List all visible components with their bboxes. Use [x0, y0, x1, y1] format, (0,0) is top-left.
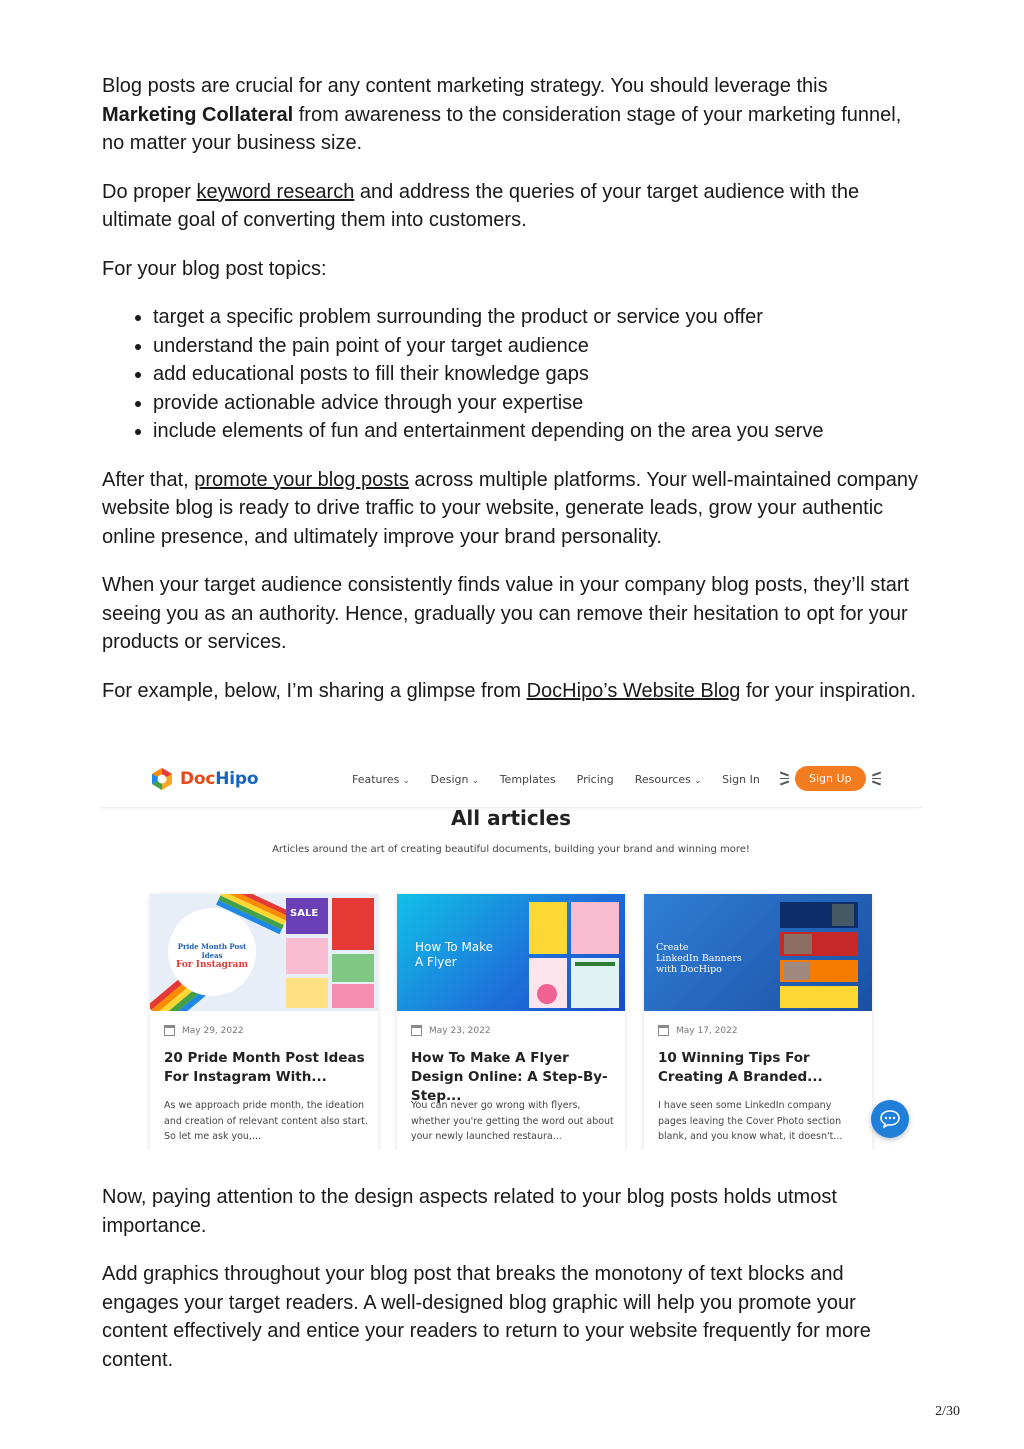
nav-pricing[interactable]: Pricing	[576, 773, 614, 786]
card-image	[644, 894, 872, 1011]
paragraph-graphics: Add graphics throughout your blog post that breaks the monotony of text blocks and engages your target readers. A well-designed blog graphic will help you promote your content effectively and entice your readers to return to your website frequently for more content.	[102, 1263, 871, 1371]
paragraph-text: from awareness to the consideration stage of your marketing funnel, no matter your business size.	[102, 103, 902, 154]
article-card-linkedin[interactable]	[644, 894, 872, 1150]
chat-button[interactable]	[871, 1100, 909, 1138]
paragraph-topics: For your blog post topics:	[102, 257, 327, 280]
paragraph-text: for your inspiration.	[740, 679, 917, 702]
card-date	[411, 1025, 491, 1036]
linkedin-image-line-1: Create	[656, 942, 689, 953]
paragraph-text: Do proper	[102, 180, 197, 203]
paragraph-promote	[102, 466, 922, 552]
dochipo-logo[interactable]	[150, 767, 258, 791]
nav-sign-in[interactable]: Sign In	[722, 773, 760, 786]
topics-list	[102, 303, 922, 446]
card-image	[397, 894, 625, 1011]
dochipo-logo-icon	[150, 767, 174, 791]
pride-image-line-1: Pride Month Post Ideas	[177, 942, 247, 960]
card-image	[150, 894, 378, 1011]
nav-features[interactable]	[352, 773, 410, 786]
calendar-icon	[658, 1025, 669, 1036]
linkedin-image-line-2: LinkedIn Banners	[656, 953, 742, 964]
nav-templates[interactable]: Templates	[499, 773, 556, 786]
flyer-image-line-1: How To Make	[415, 940, 494, 954]
card-excerpt: You can never go wrong with flyers, whether you're getting the word out about your newly launched restaura...	[411, 1100, 614, 1142]
paragraph-design: Now, paying attention to the design aspects related to your blog posts holds utmost importance.	[102, 1186, 837, 1237]
nav-menu	[352, 773, 781, 786]
card-date	[164, 1025, 244, 1036]
nav-label: Features	[352, 773, 400, 786]
nav-label: Resources	[634, 773, 691, 786]
sparkle-right-icon	[872, 770, 881, 787]
bold-phrase: Marketing Collateral	[102, 103, 294, 126]
logo-text-hipo: Hipo	[215, 769, 259, 789]
dochipo-blog-screenshot	[100, 752, 922, 1150]
list-item: • add educational posts to fill their knowledge gaps	[153, 360, 922, 389]
articles-title: All articles	[450, 806, 572, 830]
article-card-flyer[interactable]	[397, 894, 625, 1150]
flyer-image-text	[415, 940, 493, 970]
linkedin-image-line-3: with DocHipo	[656, 964, 722, 975]
paragraph-intro	[102, 72, 922, 158]
chevron-down-icon: ⌄	[694, 776, 702, 785]
sparkle-left-icon	[780, 770, 789, 787]
page-number: 2/30	[935, 1404, 960, 1419]
paragraph-text: After that,	[102, 468, 195, 491]
pride-image-line-2: For Instagram	[176, 960, 248, 970]
keyword-research-link[interactable]: keyword research	[196, 180, 355, 203]
article-card-pride[interactable]	[150, 894, 378, 1150]
document-body	[102, 72, 922, 1394]
paragraph-authority: When your target audience consistently finds value in your company blog posts, they’ll start seeing you as an authority. Hence, gradually you can remove their hesitation to opt for your products or services.	[102, 574, 910, 653]
sign-up-button[interactable]: Sign Up	[795, 766, 866, 791]
chevron-down-icon: ⌄	[472, 776, 479, 785]
card-title[interactable]: 20 Pride Month Post Ideas For Instagram With...	[164, 1050, 365, 1085]
articles-subtitle: Articles around the art of creating beautiful documents, building your brand and winning more!	[272, 844, 750, 855]
site-navbar	[100, 752, 922, 808]
paragraph-text: across multiple platforms. Your well-maintained company website blog is ready to drive traffic to your website, generate leads, grow your authentic online presence, and ultimately improve your brand personality.	[102, 468, 918, 548]
card-date-text: May 17, 2022	[676, 1025, 738, 1036]
list-item: • target a specific problem surrounding the product or service you offer	[153, 303, 922, 332]
card-title[interactable]: 10 Winning Tips For Creating A Branded...	[658, 1050, 823, 1085]
calendar-icon	[164, 1025, 175, 1036]
flyer-image-line-2: A Flyer	[415, 955, 457, 969]
list-item: • provide actionable advice through your expertise	[153, 389, 922, 418]
pride-image-text	[168, 942, 256, 970]
card-excerpt: As we approach pride month, the ideation and creation of relevant content also start. So let me ask you,...	[164, 1100, 368, 1142]
card-date	[658, 1025, 738, 1036]
paragraph-text: and address the queries of your target audience with the ultimate goal of converting them into customers.	[102, 180, 860, 231]
card-date-text: May 29, 2022	[182, 1025, 244, 1036]
promote-blog-posts-link[interactable]: promote your blog posts	[194, 468, 409, 491]
dochipo-blog-link[interactable]: DocHipo’s Website Blog	[526, 679, 741, 702]
calendar-icon	[411, 1025, 422, 1036]
paragraph-text: For example, below, I’m sharing a glimpse from	[102, 679, 527, 702]
logo-text	[180, 769, 258, 789]
linkedin-image-text	[656, 942, 742, 975]
nav-resources[interactable]	[635, 773, 701, 786]
signup-area	[780, 766, 881, 791]
paragraph-example	[102, 677, 922, 706]
paragraph-keyword	[102, 178, 922, 235]
paragraph-text: Blog posts are crucial for any content marketing strategy. You should leverage this	[102, 75, 828, 97]
nav-design[interactable]	[431, 773, 479, 786]
card-date-text: May 23, 2022	[429, 1025, 491, 1036]
card-excerpt: I have seen some LinkedIn company pages leaving the Cover Photo section blank, and you know what, it doesn't...	[658, 1100, 843, 1142]
list-item: • understand the pain point of your target audience	[153, 332, 922, 361]
chat-bubble-icon	[879, 1109, 901, 1129]
nav-label: Design	[430, 773, 469, 786]
sale-label: SALE	[290, 908, 319, 919]
list-item: • include elements of fun and entertainment depending on the area you serve	[153, 417, 922, 446]
logo-text-doc: Doc	[180, 769, 216, 789]
card-title[interactable]: How To Make A Flyer Design Online: A Step-By-Step...	[411, 1050, 608, 1104]
chevron-down-icon: ⌄	[402, 776, 410, 785]
